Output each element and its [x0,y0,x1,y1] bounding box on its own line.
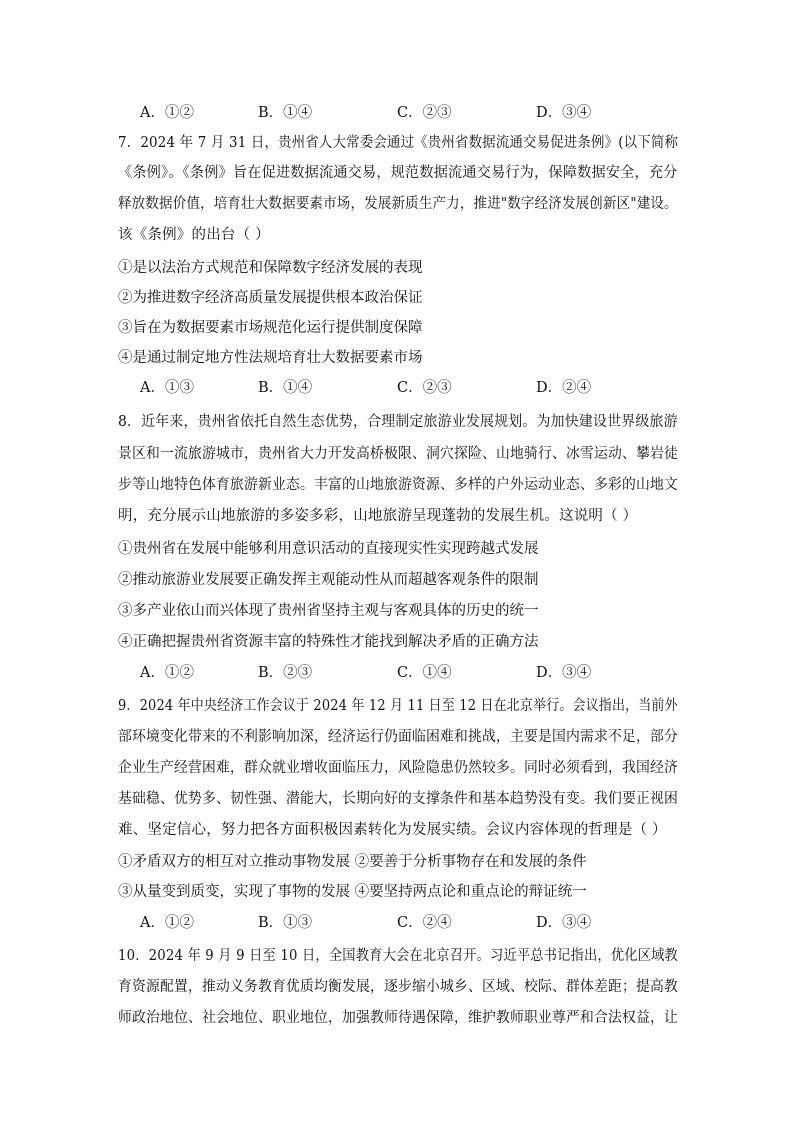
q8-option-b[interactable]: B．②③ [258,665,313,681]
q6-option-a[interactable]: A．①② [140,105,194,121]
q8-option-a[interactable]: A．①② [140,665,194,681]
q9-statements-row-1: ①矛盾双方的相互对立推动事物发展 ②要善于分析事物存在和发展的条件 [118,854,587,870]
q8-statement-3: ③多产业依山而兴体现了贵州省坚持主观与客观具体的历史的统一 [118,603,539,619]
q9-statements-row-2: ③从量变到质变，实现了事物的发展 ④要坚持两点论和重点论的辩证统一 [118,884,587,900]
q10-stem-line: 师政治地位、社会地位、职业地位，加强教师待遇保障，维护教师职业尊严和合法权益，让 [118,1010,679,1026]
q9-option-c[interactable]: C．②④ [397,915,452,931]
q8-stem-line: 明，充分展示山地旅游的多姿多彩，山地旅游呈现蓬勃的发展生机。这说明（ ） [118,508,638,524]
q7-stem-line: 释放数据价值，培育壮大数据要素市场，发展新质生产力，推进"数字经济发展创新区"建设。 [118,196,678,212]
q9-options [140,912,700,934]
q8-stem-line: 步等山地特色体育旅游新业态。丰富的山地旅游资源、多样的户外运动业态、多彩的山地文 [118,477,679,493]
q7-statement-3: ③旨在为数据要素市场规范化运行提供制度保障 [118,320,423,336]
q9-stem-line: 部环境变化带来的不利影响加深，经济运行仍面临困难和挑战，主要是国内需求不足，部分 [118,729,679,745]
q7-stem-line: 该《条例》的出台（ ） [118,227,270,243]
q8-options [140,662,700,684]
q10-stem-line: 育资源配置，推动义务教育优质均衡发展，逐步缩小城乡、区域、校际、群体差距；提高教 [118,979,679,995]
q6-option-d[interactable]: D．③④ [536,105,592,121]
q8-stem-line: 景区和一流旅游城市，贵州省大力开发高桥极限、洞穴探险、山地骑行、冰雪运动、攀岩徒 [118,446,679,462]
q9-option-b[interactable]: B．①③ [258,915,313,931]
q8-stem-line: 8．近年来，贵州省依托自然生态优势，合理制定旅游业发展规划。为加快建设世界级旅游 [118,414,678,430]
q7-stem-line: 《条例》。《条例》旨在促进数据流通交易，规范数据流通交易行为，保障数据安全，充分 [118,165,678,181]
q7-stem-line: 7．2024 年 7 月 31 日，贵州省人大常委会通过《贵州省数据流通交易促进条例》(以下简称 [118,135,679,151]
q7-option-b[interactable]: B．①④ [258,380,313,396]
q7-statement-4: ④是通过制定地方性法规培育壮大数据要素市场 [118,350,423,366]
q9-option-a[interactable]: A．①② [140,915,194,931]
q7-option-c[interactable]: C．②③ [397,380,452,396]
q7-option-a[interactable]: A．①③ [140,380,194,396]
q6-options [140,102,700,124]
q10-stem-line: 10．2024 年 9 月 9 日至 10 日，全国教育大会在北京召开。习近平总书记指出，优化区域教 [118,948,678,964]
q9-option-d[interactable]: D．③④ [536,915,592,931]
q9-stem-line: 9．2024 年中央经济工作会议于 2024 年 12 月 11 日至 12 日在北京举行。会议指出，当前外 [118,698,678,714]
q6-option-c[interactable]: C．②③ [397,105,452,121]
q8-statement-2: ②推动旅游业发展要正确发挥主观能动性从而超越客观条件的限制 [118,572,539,588]
q7-statement-1: ①是以法治方式规范和保障数字经济发展的表现 [118,260,423,276]
q9-stem-line: 难、坚定信心，努力把各方面积极因素转化为发展实绩。会议内容体现的哲理是（ ） [118,822,667,838]
q8-statement-1: ①贵州省在发展中能够利用意识活动的直接现实性实现跨越式发展 [118,541,539,557]
q7-options [140,377,700,399]
q8-option-d[interactable]: D．③④ [536,665,592,681]
q7-option-d[interactable]: D．②④ [536,380,592,396]
q9-stem-line: 基础稳、优势多、韧性强、潜能大，长期向好的支撑条件和基本趋势没有变。我们要正视困 [118,791,679,807]
q8-option-c[interactable]: C．①④ [397,665,452,681]
q6-option-b[interactable]: B．①④ [258,105,313,121]
q9-stem-line: 企业生产经营困难，群众就业增收面临压力，风险隐患仍然较多。同时必须看到，我国经济 [118,760,679,776]
q7-statement-2: ②为推进数字经济高质量发展提供根本政治保证 [118,290,423,306]
q8-statement-4: ④正确把握贵州省资源丰富的特殊性才能找到解决矛盾的正确方法 [118,634,539,650]
